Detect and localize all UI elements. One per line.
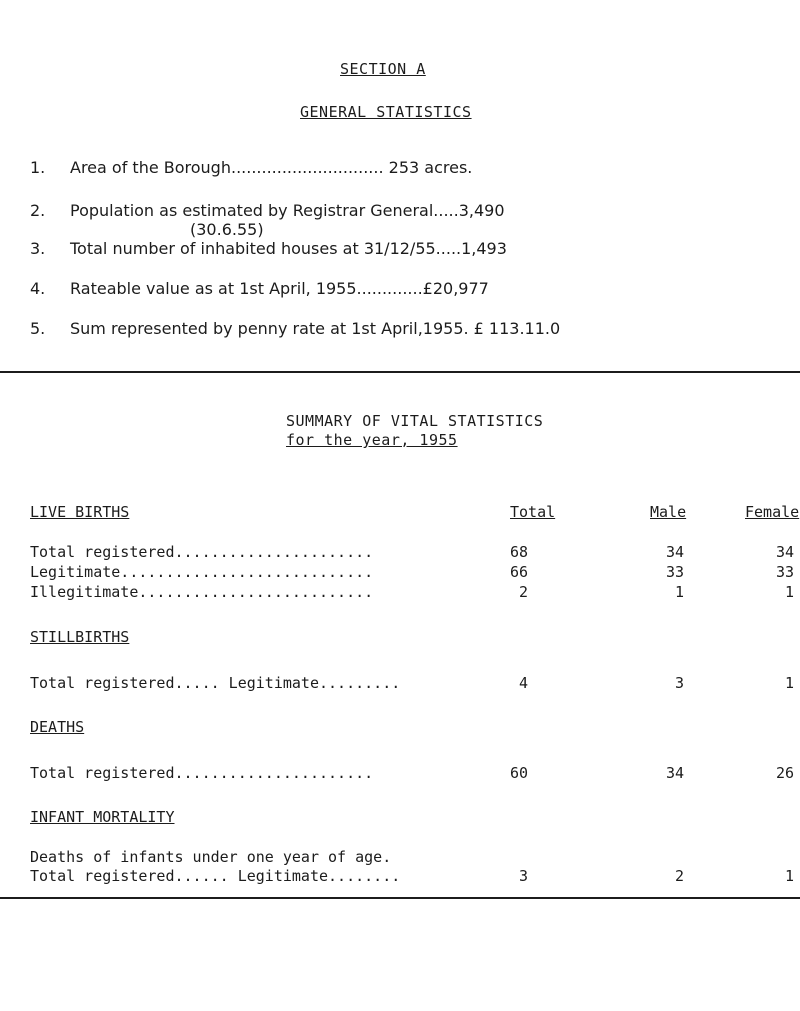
row-label: Total registered..... Legitimate.........: [30, 674, 401, 692]
row-male: 34: [665, 543, 684, 561]
row-label: Illegitimate..........................: [30, 583, 374, 601]
row-total: 66: [509, 563, 528, 581]
vital-title: SUMMARY OF VITAL STATISTICS: [286, 412, 544, 430]
general-item-3-number: 3.: [30, 239, 46, 258]
row-female: 33: [775, 563, 794, 581]
deaths-heading: DEATHS: [30, 718, 85, 736]
row-label: Total registered......................: [30, 764, 374, 782]
row-male: 3: [674, 674, 684, 692]
row-female: 1: [784, 583, 794, 601]
general-item-1-text: Area of the Borough.............................. 253 acres.: [70, 158, 473, 177]
divider-bottom: [0, 897, 800, 899]
general-item-4-text: Rateable value as at 1st April, 1955.............£20,977: [70, 279, 489, 298]
row-label: Total registered...... Legitimate........: [30, 867, 401, 885]
vital-subtitle: for the year, 1955: [286, 431, 458, 449]
general-item-2-number: 2.: [30, 201, 46, 220]
general-item-1-number: 1.: [30, 158, 46, 177]
row-total: 60: [509, 764, 528, 782]
row-female: 1: [784, 867, 794, 885]
section-title: SECTION A: [340, 60, 426, 78]
general-item-5-number: 5.: [30, 319, 46, 338]
general-item-4-number: 4.: [30, 279, 46, 298]
row-male: 1: [674, 583, 684, 601]
general-item-2-text: Population as estimated by Registrar General.....3,490: [70, 201, 505, 220]
infant-mortality-heading: INFANT MORTALITY: [30, 808, 175, 826]
row-female: 1: [784, 674, 794, 692]
general-item-2-subtext: (30.6.55): [190, 220, 264, 239]
row-label: Total registered......................: [30, 543, 374, 561]
divider-top: [0, 371, 800, 373]
row-female: 26: [775, 764, 794, 782]
general-item-5-text: Sum represented by penny rate at 1st April,1955. £ 113.11.0: [70, 319, 561, 338]
column-header-male: Male: [650, 503, 687, 521]
row-label: Legitimate............................: [30, 563, 374, 581]
row-male: 2: [674, 867, 684, 885]
column-header-total: Total: [510, 503, 556, 521]
row-male: 34: [665, 764, 684, 782]
general-item-3-text: Total number of inhabited houses at 31/12/55.....1,493: [70, 239, 507, 258]
column-header-female: Female: [745, 503, 800, 521]
page-subtitle: GENERAL STATISTICS: [300, 103, 472, 121]
row-female: 34: [775, 543, 794, 561]
column-header-live-births: LIVE BIRTHS: [30, 503, 130, 521]
stillbirths-heading: STILLBIRTHS: [30, 628, 130, 646]
infant-note: Deaths of infants under one year of age.: [30, 848, 392, 866]
row-male: 33: [665, 563, 684, 581]
row-total: 3: [518, 867, 528, 885]
row-total: 68: [509, 543, 528, 561]
row-total: 2: [518, 583, 528, 601]
row-total: 4: [518, 674, 528, 692]
